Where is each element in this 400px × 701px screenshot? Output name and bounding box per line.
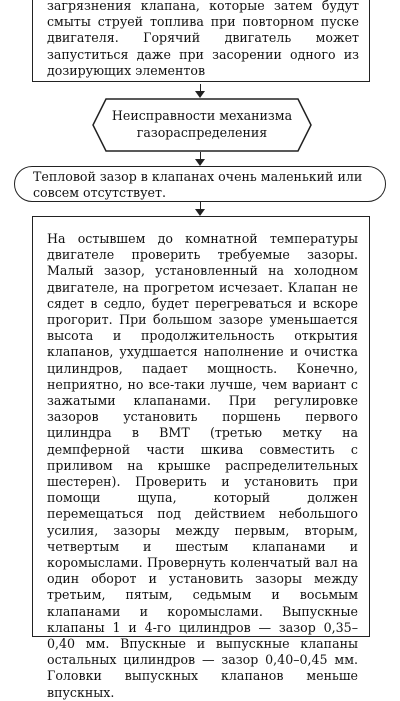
remedy-box xyxy=(32,216,370,700)
symptom-box xyxy=(14,166,386,202)
previous-step-box xyxy=(32,0,370,82)
arrow-down-2 xyxy=(195,152,205,166)
previous-step-text: загрязнения клапана, которые затем будут смыты струей топлива при повторном пуске двигателя. Горячий двигатель может запуститься даже при засорении одного из дозирующих элементов xyxy=(47,0,359,78)
arrow-down-1 xyxy=(195,84,205,98)
fault-category-title: Неисправности механизма газораспределения xyxy=(111,108,293,140)
arrow-down-3 xyxy=(195,202,205,216)
remedy-text: На остывшем до комнатной температуры двигателе проверить требуемые зазоры. Малый зазор, установленный на холодном двигателе, на прогретом исчезает. Клапан не сядет в седло, будет перегреваться и вскоре прогорит. При большом зазоре уменьшается высота и продолжительность открытия клапанов, ухудшается наполнение и очистка цилиндров, падает мощность. Конечно, неприятно, но все-таки лучше, чем вариант с зажатыми клапанами. При регулировке зазоров установить поршень первого цилиндра в ВМТ (третью метку на демпферной части шкива совместить с приливом на крышке распределительных шестерен). Проверить и установить при помощи щупа, который должен перемещаться под действием небольшого усилия, зазоры между первым, вторым, четвертым и шестым клапанами и коромыслами. Провернуть коленчатый вал на один оборот и установить зазоры между третьим, пятым, седьмым и восьмым клапанами и коромыслами. Выпускные клапаны 1 и 4-го цилиндров — зазор 0,35–0,40 мм. Впускные и выпускные клапаны остальных цилиндров — зазор 0,40–0,45 мм. Головки выпускных клапанов меньше впускных. xyxy=(47,231,358,700)
symptom-text: Тепловой зазор в клапанах очень маленький или совсем отсутствует. xyxy=(33,169,363,200)
